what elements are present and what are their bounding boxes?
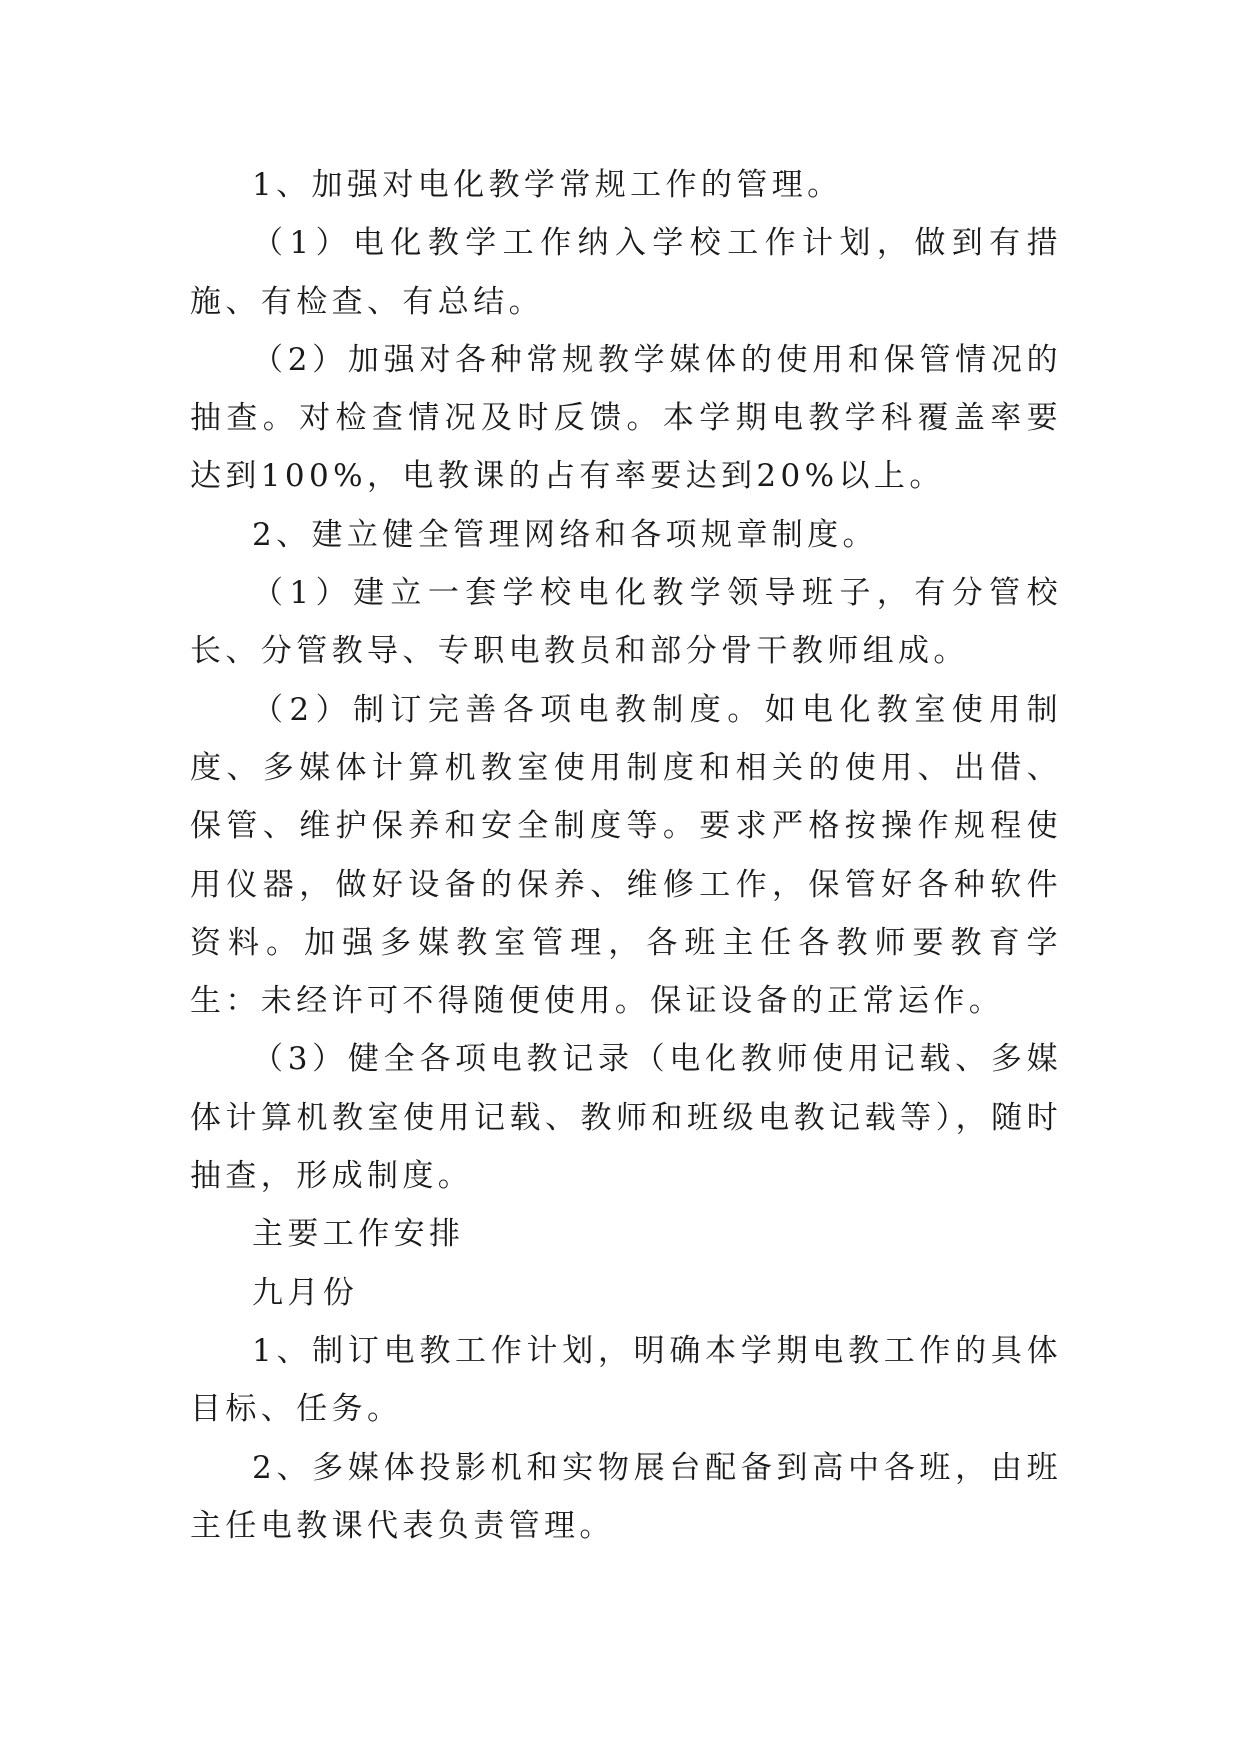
paragraph: 1、加强对电化教学常规工作的管理。 bbox=[252, 167, 843, 203]
paragraph: （2）加强对各种常规教学媒体的使用和保管情况的抽查。对检查情况及时反馈。本学期电教学科覆盖率要达到100%，电教课的占有率要达到20%以上。 bbox=[190, 341, 1062, 495]
month-heading: 九月份 bbox=[252, 1274, 359, 1311]
section-heading: 主要工作安排 bbox=[252, 1216, 465, 1253]
paragraph: （1）电化教学工作纳入学校工作计划，做到有措施、有检查、有总结。 bbox=[190, 225, 1062, 320]
paragraph: （2）制订完善各项电教制度。如电化教室使用制度、多媒体计算机教室使用制度和相关的使用、出借、保管、维护保养和安全制度等。要求严格按操作规程使用仪器，做好设备的保养、维修工作，保管好各种软件资料。加强多媒教室管理，各班主任各教师要教育学生：未经许可不得随便使用。保证设备的正常运作。 bbox=[190, 691, 1062, 1020]
document-body bbox=[190, 156, 1062, 1555]
paragraph: 2、多媒体投影机和实物展台配备到高中各班，由班主任电教课代表负责管理。 bbox=[190, 1449, 1062, 1544]
paragraph: 2、建立健全管理网络和各项规章制度。 bbox=[252, 516, 878, 553]
paragraph: （3）健全各项电教记录（电化教师使用记载、多媒体计算机教室使用记载、教师和班级电教记载等），随时抽查，形成制度。 bbox=[190, 1041, 1062, 1195]
paragraph: 1、制订电教工作计划，明确本学期电教工作的具体目标、任务。 bbox=[190, 1332, 1062, 1428]
paragraph: （1）建立一套学校电化教学领导班子，有分管校长、分管教导、专职电教员和部分骨干教师组成。 bbox=[190, 575, 1062, 670]
